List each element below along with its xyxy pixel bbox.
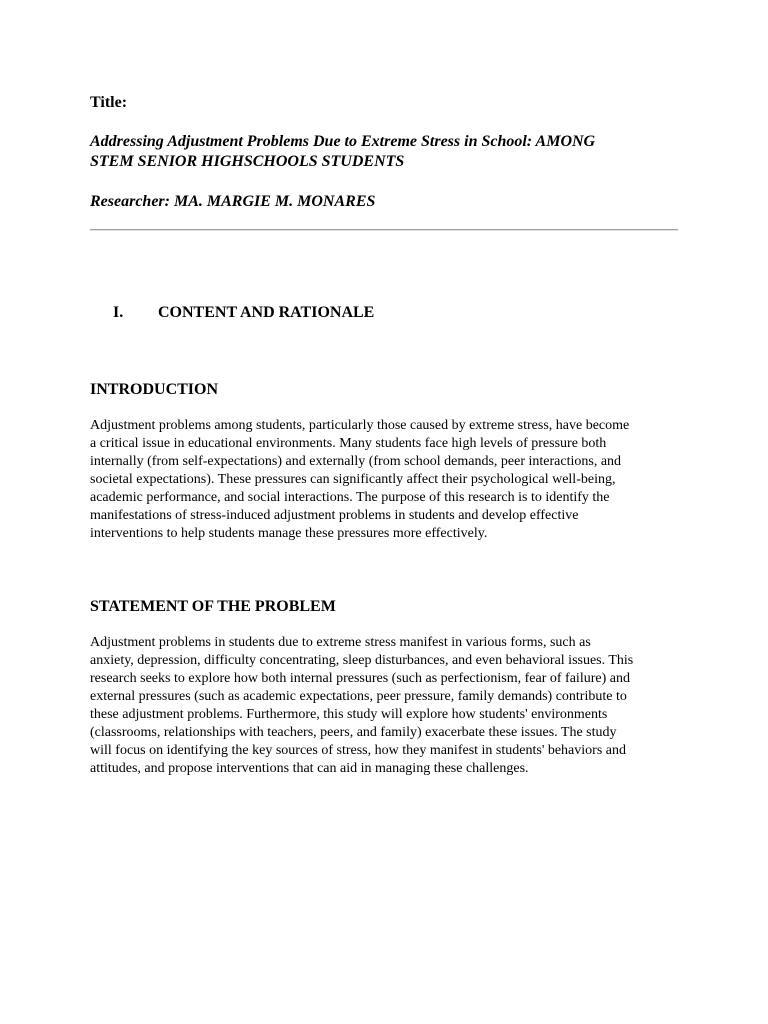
paragraph-line: Adjustment problems among students, particularly those caused by extreme stress, have become [90, 418, 630, 433]
paragraph-line: societal expectations). These pressures can significantly affect their psychological well-being, [90, 472, 616, 487]
paragraph-line: academic performance, and social interactions. The purpose of this research is to identify the [90, 490, 610, 505]
paragraph-line: will focus on identifying the key sources of stress, how they manifest in students' behaviors and [90, 743, 626, 758]
paragraph-line: a critical issue in educational environments. Many students face high levels of pressure both [90, 436, 607, 451]
document-title-line: Addressing Adjustment Problems Due to Extreme Stress in School: AMONG [90, 133, 596, 150]
problem-statement-paragraph [90, 634, 680, 778]
paragraph-line: interventions to help students manage these pressures more effectively. [90, 526, 488, 541]
paragraph-line: (classrooms, relationships with teachers, peers, and family) exacerbate these issues. The study [90, 725, 617, 740]
problem-statement-heading: STATEMENT OF THE PROBLEM [90, 598, 336, 615]
document-title [90, 132, 680, 172]
paragraph-line: internally (from self-expectations) and externally (from school demands, peer interactions, and [90, 454, 622, 469]
section-title: CONTENT AND RATIONALE [158, 304, 375, 321]
paragraph-line: anxiety, depression, difficulty concentrating, sleep disturbances, and even behavioral issues. This [90, 653, 634, 668]
introduction-heading: INTRODUCTION [90, 381, 219, 398]
section-number: I. [113, 304, 124, 321]
document-title-line: STEM SENIOR HIGHSCHOOLS STUDENTS [90, 153, 405, 170]
paragraph-line: these adjustment problems. Furthermore, this study will explore how students' environments [90, 707, 608, 722]
title-label: Title: [90, 94, 128, 111]
introduction-paragraph [90, 417, 680, 543]
paragraph-line: attitudes, and propose interventions that can aid in managing these challenges. [90, 761, 529, 776]
section-heading [113, 303, 374, 323]
researcher-name: Researcher: MA. MARGIE M. MONARES [90, 193, 376, 210]
paragraph-line: manifestations of stress-induced adjustment problems in students and develop effective [90, 508, 579, 523]
horizontal-divider [90, 229, 678, 231]
paragraph-line: Adjustment problems in students due to extreme stress manifest in various forms, such as [90, 635, 591, 650]
paragraph-line: research seeks to explore how both internal pressures (such as perfectionism, fear of failure) and [90, 671, 630, 686]
paragraph-line: external pressures (such as academic expectations, peer pressure, family demands) contribute to [90, 689, 627, 704]
